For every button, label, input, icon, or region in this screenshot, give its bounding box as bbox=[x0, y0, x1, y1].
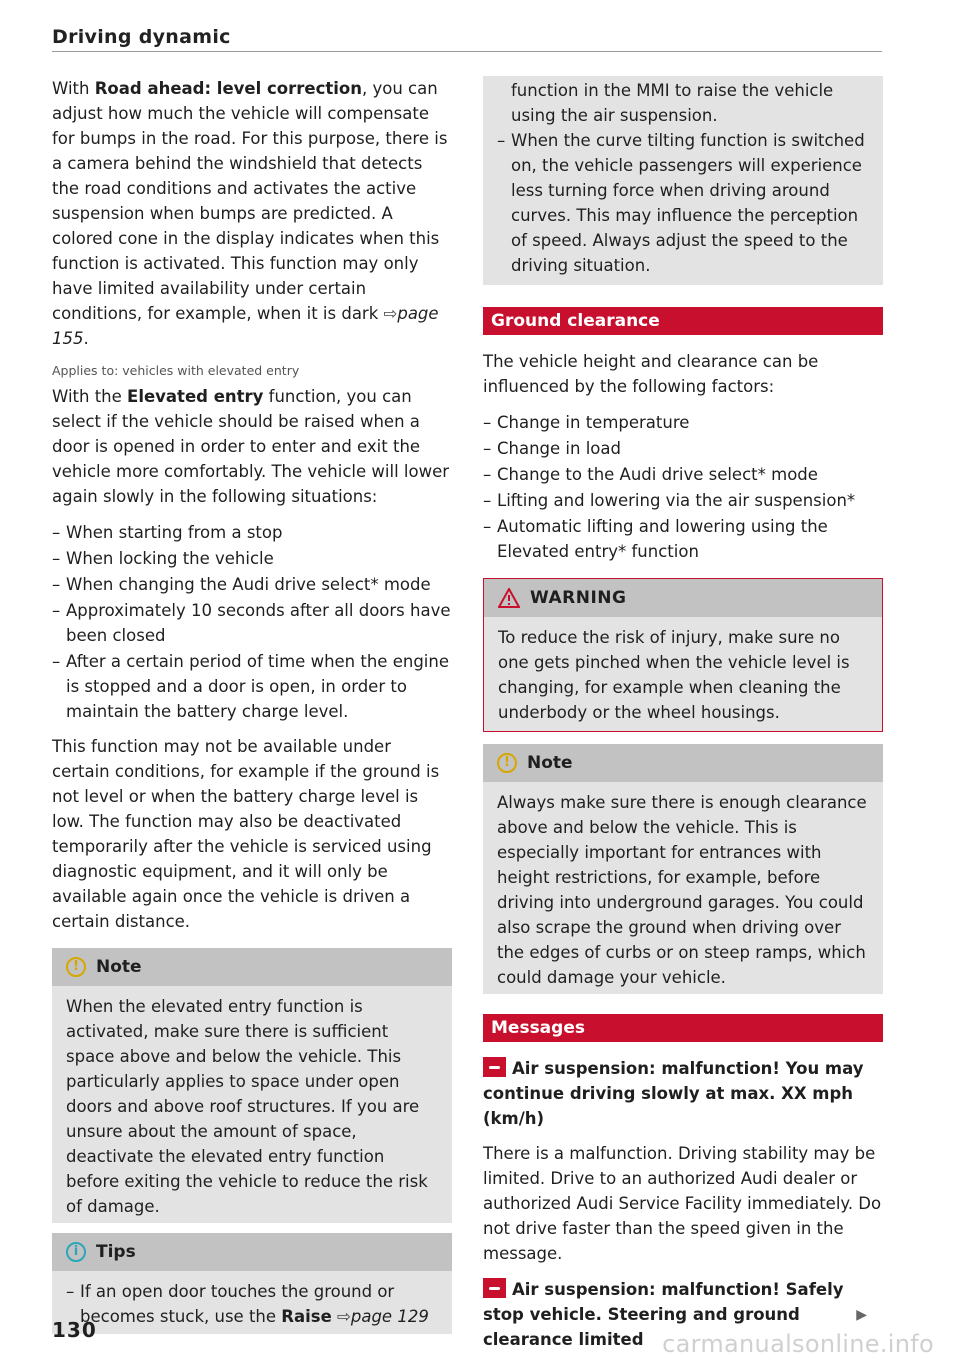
list-item: – When changing the Audi drive select* mode bbox=[52, 572, 452, 597]
info-circle-icon: i bbox=[66, 1242, 86, 1262]
ground-clearance-heading: Ground clearance bbox=[483, 307, 883, 335]
warning-triangle-icon bbox=[498, 588, 520, 608]
raise-term: Raise bbox=[281, 1307, 332, 1326]
list-item: – After a certain period of time when the engine is stopped and a door is open, in order to maintain the battery charge level. bbox=[52, 649, 452, 724]
message-title: Air suspension: malfunction! Safely stop vehicle. Steering and ground clearance limited ▶ bbox=[483, 1280, 867, 1349]
list-item: – Change in temperature bbox=[483, 410, 883, 435]
level-correction-paragraph: With Road ahead: level correction, you can adjust how much the vehicle will compensate for bumps in the road. For this purpose, there is a camera behind the windshield that detects the road conditions and activates the active suspension when bumps are predicted. A colored cone in the display indicates when this function is activated. This function may only have limited availability under certain conditions, for example, when it is dark ⇨page 155. bbox=[52, 79, 448, 348]
list-item: – If an open door touches the ground or becomes stuck, use the Raise ⇨page 129 bbox=[66, 1279, 438, 1329]
tips-continued-text: function in the MMI to raise the vehicle using the air suspension. bbox=[511, 81, 834, 125]
note-box bbox=[52, 948, 452, 1223]
tips-title: Tips bbox=[96, 1242, 136, 1262]
list-item: – Approximately 10 seconds after all doors have been closed bbox=[52, 598, 452, 648]
right-column bbox=[483, 76, 883, 1362]
applies-to-note: Applies to: vehicles with elevated entry bbox=[52, 363, 300, 378]
warning-text: To reduce the risk of injury, make sure no one gets pinched when the vehicle level is changing, for example when cleaning the underbody or the wheel housings. bbox=[498, 628, 850, 722]
list-item: – When starting from a stop bbox=[52, 520, 452, 545]
air-suspension-warning-icon bbox=[483, 1278, 506, 1298]
note-circle-icon: ! bbox=[66, 957, 86, 977]
note-title: Note bbox=[96, 957, 142, 977]
page-ref-arrow-icon: ⇨ bbox=[337, 1307, 351, 1326]
tips-header bbox=[52, 1233, 452, 1271]
note-circle-icon: ! bbox=[497, 753, 517, 773]
list-item: – Change to the Audi drive select* mode bbox=[483, 462, 883, 487]
elevated-entry-term: Elevated entry bbox=[127, 387, 264, 406]
air-suspension-warning-icon bbox=[483, 1057, 506, 1077]
list-item: – When the curve tilting function is switched on, the vehicle passengers will experience less turning force when driving around curves. This may influence the perception of speed. Always adjust the speed to the driving situation. bbox=[497, 128, 869, 278]
note-text: When the elevated entry function is activated, make sure there is sufficient space above and below the vehicle. This particularly applies to space under open doors and above roof structures. If you are unsure about the amount of space, deactivate the elevated entry function before exiting the vehicle to reduce the risk of damage. bbox=[66, 997, 428, 1216]
message-text: There is a malfunction. Driving stability may be limited. Drive to an authorized Audi dealer or authorized Audi Service Facility immediately. Do not drive faster than the speed given in the message. bbox=[483, 1144, 882, 1263]
tips-box-continued bbox=[483, 76, 883, 285]
lowering-situations-list bbox=[52, 520, 452, 724]
watermark: carmanualsonline.info bbox=[662, 1330, 934, 1358]
list-item: – Lifting and lowering via the air suspension* bbox=[483, 488, 883, 513]
page-number: 130 bbox=[52, 1318, 97, 1342]
page-155-link[interactable]: page 155 bbox=[52, 304, 439, 348]
section-title: Driving dynamic bbox=[52, 26, 231, 48]
warning-box bbox=[483, 578, 883, 732]
tips-list-continued bbox=[497, 128, 869, 278]
page-ref-arrow-icon: ⇨ bbox=[383, 304, 398, 323]
list-item: – When locking the vehicle bbox=[52, 546, 452, 571]
header-divider bbox=[52, 51, 882, 52]
page-129-link[interactable]: page 129 bbox=[350, 1307, 429, 1326]
left-column bbox=[52, 76, 452, 1342]
tips-box bbox=[52, 1233, 452, 1334]
warning-header bbox=[484, 579, 882, 617]
note-title: Note bbox=[527, 753, 573, 773]
ground-factors-list bbox=[483, 410, 883, 564]
message-title: Air suspension: malfunction! You may continue driving slowly at max. XX mph (km/h) bbox=[483, 1059, 864, 1128]
elevated-entry-paragraph: With the Elevated entry function, you can select if the vehicle should be raised when a door is opened in order to enter and exit the vehicle more comfortably. The vehicle will lower again slowly in the following situations: bbox=[52, 387, 450, 506]
continue-arrow-icon: ▶ bbox=[856, 1307, 867, 1323]
note-box bbox=[483, 744, 883, 994]
note-text: Always make sure there is enough clearance above and below the vehicle. This is especially important for entrances with height restrictions, for example, before driving into underground garages. You could also scrape the ground when driving over the edges of curbs or on steep ramps, which could damage your vehicle. bbox=[497, 793, 867, 987]
availability-paragraph: This function may not be available under certain conditions, for example if the ground is not level or when the battery charge level is low. The function may also be deactivated temporarily after the vehicle is serviced using diagnostic equipment, and it will only be available again once the vehicle is driven a certain distance. bbox=[52, 737, 440, 931]
warning-title: WARNING bbox=[530, 588, 627, 608]
ground-clearance-intro: The vehicle height and clearance can be influenced by the following factors: bbox=[483, 352, 819, 396]
note-header bbox=[52, 948, 452, 986]
note-header bbox=[483, 744, 883, 782]
messages-heading: Messages bbox=[483, 1014, 883, 1042]
list-item: – Automatic lifting and lowering using the Elevated entry* function bbox=[483, 514, 883, 564]
list-item: – Change in load bbox=[483, 436, 883, 461]
level-correction-term: Road ahead: level correction bbox=[94, 79, 362, 98]
tips-list bbox=[66, 1279, 438, 1329]
